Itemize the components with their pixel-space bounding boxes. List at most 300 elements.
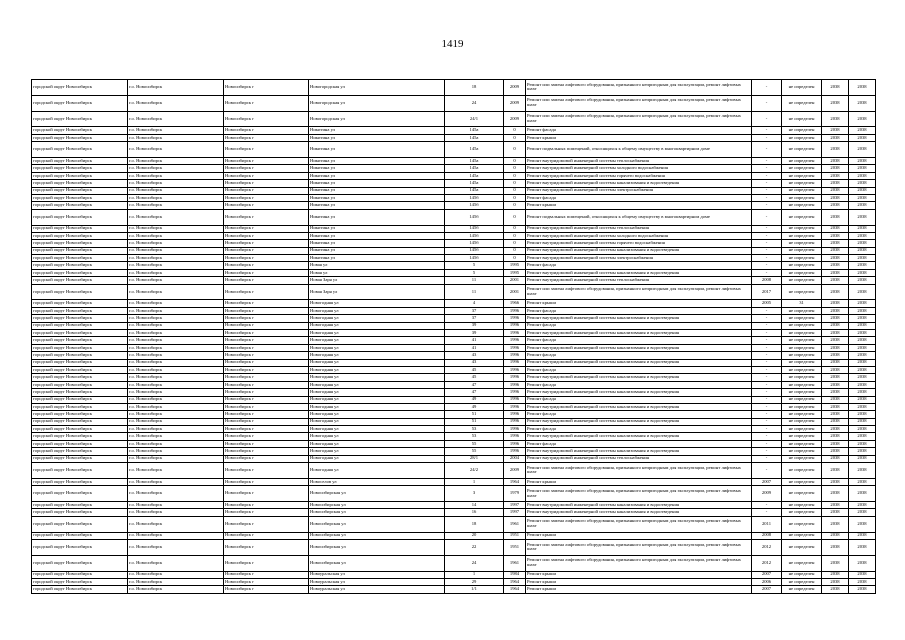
plan-start-cell: 2038	[822, 532, 849, 539]
street-cell: Новосибирская ул	[309, 516, 445, 532]
house-number-cell: 145б	[445, 225, 504, 232]
plan-start-cell: 2038	[822, 209, 849, 225]
build-year-cell: 1951	[504, 539, 526, 555]
plan-start-cell: 2038	[822, 578, 849, 585]
settlement-cell: г.о. Новосибирск	[128, 194, 224, 201]
street-cell: Никитина ул	[309, 232, 445, 239]
municipality-cell: городской округ Новосибирск	[32, 539, 128, 555]
status-cell: не определен	[782, 366, 822, 373]
municipality-cell: городской округ Новосибирск	[32, 202, 128, 209]
build-year-cell: 1951	[504, 532, 526, 539]
status-cell: не определен	[782, 209, 822, 225]
table-row	[32, 455, 876, 462]
status-cell: не определен	[782, 411, 822, 418]
municipality-cell: городской округ Новосибирск	[32, 269, 128, 276]
build-year-cell: 1996	[504, 403, 526, 410]
city-cell: Новосибирск г	[224, 277, 309, 284]
municipality-cell: городской округ Новосибирск	[32, 337, 128, 344]
status-cell: не определен	[782, 240, 822, 247]
settlement-cell: г.о. Новосибирск	[128, 337, 224, 344]
street-cell: Новогодняя ул	[309, 300, 445, 307]
work-type-cell: Ремонт внутридомовой инженерной системы канализования и водоотведения	[526, 448, 752, 455]
table-row	[32, 502, 876, 509]
city-cell: Новосибирск г	[224, 194, 309, 201]
city-cell: Новосибирск г	[224, 455, 309, 462]
street-cell: Новоуральская ул	[309, 586, 445, 593]
municipality-cell: городской округ Новосибирск	[32, 418, 128, 425]
plan-end-cell: 2038	[849, 366, 876, 373]
plan-start-cell: 2038	[822, 172, 849, 179]
status-cell: не определен	[782, 396, 822, 403]
settlement-cell: г.о. Новосибирск	[128, 516, 224, 532]
city-cell: Новосибирск г	[224, 142, 309, 158]
work-type-cell: Ремонт фасада	[526, 194, 752, 201]
house-number-cell: 145а	[445, 134, 504, 141]
house-number-cell: 11	[445, 277, 504, 284]
plan-end-cell: 2038	[849, 247, 876, 254]
last-repair-year-cell: -	[752, 142, 782, 158]
municipality-cell: городской округ Новосибирск	[32, 284, 128, 300]
city-cell: Новосибирск г	[224, 172, 309, 179]
house-number-cell: 45	[445, 366, 504, 373]
table-row	[32, 463, 876, 479]
municipality-cell: городской округ Новосибирск	[32, 111, 128, 127]
work-type-cell: Ремонт или замена лифтового оборудования, признанного непригодным для эксплуатации, ремонт лифтовых шахт	[526, 486, 752, 502]
plan-start-cell: 2038	[822, 269, 849, 276]
house-number-cell: 55	[445, 440, 504, 447]
house-number-cell: 24/1	[445, 111, 504, 127]
city-cell: Новосибирск г	[224, 80, 309, 96]
municipality-cell: городской округ Новосибирск	[32, 486, 128, 502]
street-cell: Новогодняя ул	[309, 352, 445, 359]
municipality-cell: городской округ Новосибирск	[32, 359, 128, 366]
city-cell: Новосибирск г	[224, 359, 309, 366]
settlement-cell: г.о. Новосибирск	[128, 307, 224, 314]
last-repair-year-cell: -	[752, 262, 782, 269]
build-year-cell: 1997	[504, 502, 526, 509]
work-type-cell: Ремонт фасада	[526, 440, 752, 447]
work-type-cell: Ремонт внутридомовой инженерной системы электроснабжения	[526, 187, 752, 194]
work-type-cell: Ремонт подвальных помещений, относящихся к общему имуществу в многоквартирном доме	[526, 142, 752, 158]
city-cell: Новосибирск г	[224, 111, 309, 127]
house-number-cell: 16	[445, 509, 504, 516]
work-type-cell: Ремонт внутридомовой инженерной системы канализования и водоотведения	[526, 344, 752, 351]
work-type-cell: Ремонт или замена лифтового оборудования, признанного непригодным для эксплуатации, ремонт лифтовых шахт	[526, 80, 752, 96]
build-year-cell: 0	[504, 202, 526, 209]
last-repair-year-cell: -	[752, 255, 782, 262]
municipality-cell: городской округ Новосибирск	[32, 165, 128, 172]
last-repair-year-cell: 2007	[752, 571, 782, 578]
plan-end-cell: 2038	[849, 418, 876, 425]
work-type-cell: Ремонт крыши	[526, 202, 752, 209]
status-cell: не определен	[782, 202, 822, 209]
build-year-cell: 0	[504, 172, 526, 179]
city-cell: Новосибирск г	[224, 240, 309, 247]
settlement-cell: г.о. Новосибирск	[128, 411, 224, 418]
plan-end-cell: 2038	[849, 455, 876, 462]
settlement-cell: г.о. Новосибирск	[128, 157, 224, 164]
house-number-cell: 1	[445, 478, 504, 485]
plan-end-cell: 2038	[849, 486, 876, 502]
settlement-cell: г.о. Новосибирск	[128, 315, 224, 322]
work-type-cell: Ремонт фасада	[526, 411, 752, 418]
plan-end-cell: 2038	[849, 202, 876, 209]
municipality-cell: городской округ Новосибирск	[32, 440, 128, 447]
build-year-cell: 1996	[504, 448, 526, 455]
build-year-cell: 1996	[504, 322, 526, 329]
work-type-cell: Ремонт или замена лифтового оборудования, признанного непригодным для эксплуатации, ремонт лифтовых шахт	[526, 95, 752, 111]
settlement-cell: г.о. Новосибирск	[128, 172, 224, 179]
municipality-cell: городской округ Новосибирск	[32, 187, 128, 194]
build-year-cell: 1996	[504, 396, 526, 403]
municipality-cell: городской округ Новосибирск	[32, 157, 128, 164]
plan-end-cell: 2038	[849, 396, 876, 403]
table-row	[32, 142, 876, 158]
status-cell: не определен	[782, 478, 822, 485]
house-number-cell: 18	[445, 80, 504, 96]
table-row	[32, 586, 876, 593]
table-row	[32, 95, 876, 111]
house-number-cell: 51	[445, 411, 504, 418]
plan-end-cell: 2038	[849, 352, 876, 359]
plan-start-cell: 2038	[822, 440, 849, 447]
plan-end-cell: 2038	[849, 269, 876, 276]
work-type-cell: Ремонт фасада	[526, 381, 752, 388]
settlement-cell: г.о. Новосибирск	[128, 418, 224, 425]
last-repair-year-cell: -	[752, 426, 782, 433]
build-year-cell: 1996	[504, 411, 526, 418]
plan-start-cell: 2038	[822, 555, 849, 571]
last-repair-year-cell: 2007	[752, 586, 782, 593]
street-cell: Никитина ул	[309, 209, 445, 225]
build-year-cell: 2009	[504, 463, 526, 479]
work-type-cell: Ремонт внутридомовой инженерной системы холодного водоснабжения	[526, 165, 752, 172]
street-cell: Новосибирская ул	[309, 502, 445, 509]
status-cell: не определен	[782, 486, 822, 502]
last-repair-year-cell: -	[752, 322, 782, 329]
municipality-cell: городской округ Новосибирск	[32, 134, 128, 141]
settlement-cell: г.о. Новосибирск	[128, 322, 224, 329]
street-cell: Новогодняя ул	[309, 403, 445, 410]
work-type-cell: Ремонт внутридомовой инженерной системы теплоснабжения	[526, 277, 752, 284]
house-number-cell: 145б	[445, 255, 504, 262]
work-type-cell: Ремонт внутридомовой инженерной системы канализования и водоотведения	[526, 418, 752, 425]
street-cell: Новогородская ул	[309, 95, 445, 111]
city-cell: Новосибирск г	[224, 157, 309, 164]
work-type-cell: Ремонт крыши	[526, 586, 752, 593]
status-cell: не определен	[782, 142, 822, 158]
settlement-cell: г.о. Новосибирск	[128, 209, 224, 225]
build-year-cell: 1996	[504, 359, 526, 366]
build-year-cell: 0	[504, 157, 526, 164]
last-repair-year-cell: -	[752, 187, 782, 194]
status-cell: не определен	[782, 255, 822, 262]
city-cell: Новосибирск г	[224, 403, 309, 410]
plan-end-cell: 2038	[849, 255, 876, 262]
house-number-cell: 18	[445, 516, 504, 532]
last-repair-year-cell: -	[752, 509, 782, 516]
street-cell: Новая ул	[309, 262, 445, 269]
work-type-cell: Ремонт или замена лифтового оборудования, признанного непригодным для эксплуатации, ремонт лифтовых шахт	[526, 555, 752, 571]
settlement-cell: г.о. Новосибирск	[128, 366, 224, 373]
house-number-cell: 41	[445, 344, 504, 351]
build-year-cell: 1964	[504, 478, 526, 485]
plan-end-cell: 2038	[849, 440, 876, 447]
plan-start-cell: 2038	[822, 315, 849, 322]
build-year-cell: 1996	[504, 374, 526, 381]
settlement-cell: г.о. Новосибирск	[128, 578, 224, 585]
plan-end-cell: 2038	[849, 157, 876, 164]
work-type-cell: Ремонт или замена лифтового оборудования, признанного непригодным для эксплуатации, ремонт лифтовых шахт	[526, 516, 752, 532]
settlement-cell: г.о. Новосибирск	[128, 134, 224, 141]
house-number-cell: 49	[445, 396, 504, 403]
plan-end-cell: 2038	[849, 329, 876, 336]
house-number-cell: 145б	[445, 240, 504, 247]
build-year-cell: 0	[504, 255, 526, 262]
street-cell: Никитина ул	[309, 194, 445, 201]
municipality-cell: городской округ Новосибирск	[32, 426, 128, 433]
status-cell: не определен	[782, 111, 822, 127]
plan-start-cell: 2038	[822, 165, 849, 172]
plan-end-cell: 2038	[849, 315, 876, 322]
last-repair-year-cell: 2008	[752, 277, 782, 284]
city-cell: Новосибирск г	[224, 532, 309, 539]
municipality-cell: городской округ Новосибирск	[32, 381, 128, 388]
city-cell: Новосибирск г	[224, 411, 309, 418]
plan-end-cell: 2038	[849, 433, 876, 440]
settlement-cell: г.о. Новосибирск	[128, 426, 224, 433]
settlement-cell: г.о. Новосибирск	[128, 440, 224, 447]
work-type-cell: Ремонт крыши	[526, 578, 752, 585]
municipality-cell: городской округ Новосибирск	[32, 80, 128, 96]
house-number-cell: 39	[445, 322, 504, 329]
city-cell: Новосибирск г	[224, 509, 309, 516]
status-cell: не определен	[782, 532, 822, 539]
plan-start-cell: 2038	[822, 80, 849, 96]
settlement-cell: г.о. Новосибирск	[128, 225, 224, 232]
house-number-cell: 39	[445, 329, 504, 336]
build-year-cell: 1964	[504, 578, 526, 585]
work-type-cell: Ремонт фасада	[526, 127, 752, 134]
municipality-cell: городской округ Новосибирск	[32, 366, 128, 373]
last-repair-year-cell: -	[752, 315, 782, 322]
status-cell: не определен	[782, 337, 822, 344]
plan-end-cell: 2038	[849, 165, 876, 172]
last-repair-year-cell: -	[752, 269, 782, 276]
settlement-cell: г.о. Новосибирск	[128, 555, 224, 571]
last-repair-year-cell: -	[752, 134, 782, 141]
house-number-cell: 22	[445, 539, 504, 555]
plan-end-cell: 2038	[849, 307, 876, 314]
street-cell: Никитина ул	[309, 255, 445, 262]
settlement-cell: г.о. Новосибирск	[128, 344, 224, 351]
city-cell: Новосибирск г	[224, 486, 309, 502]
plan-end-cell: 2038	[849, 426, 876, 433]
municipality-cell: городской округ Новосибирск	[32, 433, 128, 440]
work-type-cell: Ремонт внутридомовой инженерной системы канализования и водоотведения	[526, 329, 752, 336]
street-cell: Новая Заря ул	[309, 277, 445, 284]
build-year-cell: 2009	[504, 80, 526, 96]
street-cell: Новогодняя ул	[309, 463, 445, 479]
table-row	[32, 240, 876, 247]
settlement-cell: г.о. Новосибирск	[128, 403, 224, 410]
work-type-cell: Ремонт внутридомовой инженерной системы горячего водоснабжения	[526, 240, 752, 247]
settlement-cell: г.о. Новосибирск	[128, 277, 224, 284]
status-cell: не определен	[782, 194, 822, 201]
plan-end-cell: 2038	[849, 555, 876, 571]
street-cell: Новогодняя ул	[309, 426, 445, 433]
work-type-cell: Ремонт внутридомовой инженерной системы канализования и водоотведения	[526, 374, 752, 381]
plan-start-cell: 2038	[822, 284, 849, 300]
last-repair-year-cell: -	[752, 80, 782, 96]
table-row	[32, 478, 876, 485]
street-cell: Никитина ул	[309, 172, 445, 179]
plan-start-cell: 2038	[822, 95, 849, 111]
last-repair-year-cell: -	[752, 232, 782, 239]
status-cell: не определен	[782, 502, 822, 509]
table-row	[32, 315, 876, 322]
house-number-cell: 145б	[445, 232, 504, 239]
city-cell: Новосибирск г	[224, 555, 309, 571]
house-number-cell: 53	[445, 426, 504, 433]
last-repair-year-cell: -	[752, 352, 782, 359]
status-cell: не определен	[782, 381, 822, 388]
table-row	[32, 80, 876, 96]
status-cell: не определен	[782, 329, 822, 336]
city-cell: Новосибирск г	[224, 269, 309, 276]
plan-end-cell: 2038	[849, 172, 876, 179]
settlement-cell: г.о. Новосибирск	[128, 463, 224, 479]
table-row	[32, 509, 876, 516]
house-number-cell: 53	[445, 433, 504, 440]
last-repair-year-cell: 2008	[752, 532, 782, 539]
street-cell: Новогородская ул	[309, 111, 445, 127]
plan-end-cell: 2038	[849, 374, 876, 381]
plan-start-cell: 2038	[822, 463, 849, 479]
municipality-cell: городской округ Новосибирск	[32, 322, 128, 329]
status-cell: не определен	[782, 433, 822, 440]
work-type-cell: Ремонт фасада	[526, 396, 752, 403]
street-cell: Новая Заря ул	[309, 284, 445, 300]
status-cell: не определен	[782, 578, 822, 585]
house-number-cell: 145а	[445, 187, 504, 194]
house-number-cell: 55	[445, 448, 504, 455]
work-type-cell: Ремонт фасада	[526, 426, 752, 433]
build-year-cell: 0	[504, 225, 526, 232]
city-cell: Новосибирск г	[224, 187, 309, 194]
last-repair-year-cell: -	[752, 359, 782, 366]
street-cell: Никитина ул	[309, 157, 445, 164]
status-cell: не определен	[782, 80, 822, 96]
plan-start-cell: 2038	[822, 232, 849, 239]
street-cell: Новосибирская ул	[309, 486, 445, 502]
municipality-cell: городской округ Новосибирск	[32, 127, 128, 134]
plan-end-cell: 2038	[849, 277, 876, 284]
last-repair-year-cell: -	[752, 172, 782, 179]
table-row	[32, 329, 876, 336]
table-row	[32, 225, 876, 232]
plan-end-cell: 2038	[849, 539, 876, 555]
city-cell: Новосибирск г	[224, 225, 309, 232]
repair-schedule-table	[31, 79, 876, 594]
table-row	[32, 381, 876, 388]
settlement-cell: г.о. Новосибирск	[128, 255, 224, 262]
plan-end-cell: 2038	[849, 95, 876, 111]
build-year-cell: 1996	[504, 352, 526, 359]
table-row	[32, 194, 876, 201]
house-number-cell: 145а	[445, 157, 504, 164]
street-cell: Никитина ул	[309, 165, 445, 172]
plan-end-cell: 2038	[849, 300, 876, 307]
settlement-cell: г.о. Новосибирск	[128, 95, 224, 111]
table-row	[32, 433, 876, 440]
city-cell: Новосибирск г	[224, 448, 309, 455]
build-year-cell: 1996	[504, 337, 526, 344]
status-cell: не определен	[782, 403, 822, 410]
municipality-cell: городской округ Новосибирск	[32, 352, 128, 359]
build-year-cell: 2004	[504, 455, 526, 462]
plan-end-cell: 2038	[849, 209, 876, 225]
status-cell: не определен	[782, 95, 822, 111]
street-cell: Новогодняя ул	[309, 322, 445, 329]
house-number-cell: 145а	[445, 172, 504, 179]
plan-start-cell: 2038	[822, 157, 849, 164]
table-row	[32, 418, 876, 425]
plan-start-cell: 2038	[822, 111, 849, 127]
municipality-cell: городской округ Новосибирск	[32, 232, 128, 239]
house-number-cell: 4	[445, 300, 504, 307]
settlement-cell: г.о. Новосибирск	[128, 329, 224, 336]
municipality-cell: городской округ Новосибирск	[32, 389, 128, 396]
city-cell: Новосибирск г	[224, 374, 309, 381]
table-row	[32, 403, 876, 410]
settlement-cell: г.о. Новосибирск	[128, 389, 224, 396]
build-year-cell: 1996	[504, 440, 526, 447]
plan-start-cell: 2038	[822, 381, 849, 388]
municipality-cell: городской округ Новосибирск	[32, 329, 128, 336]
build-year-cell: 0	[504, 209, 526, 225]
status-cell: не определен	[782, 172, 822, 179]
work-type-cell: Ремонт внутридомовой инженерной системы канализования и водоотведения	[526, 403, 752, 410]
house-number-cell: 45	[445, 374, 504, 381]
plan-start-cell: 2038	[822, 240, 849, 247]
table-row	[32, 344, 876, 351]
plan-start-cell: 2038	[822, 307, 849, 314]
house-number-cell: 145а	[445, 180, 504, 187]
work-type-cell: Ремонт внутридомовой инженерной системы канализования и водоотведения	[526, 269, 752, 276]
work-type-cell: Ремонт внутридомовой инженерной системы теплоснабжения	[526, 225, 752, 232]
last-repair-year-cell: -	[752, 329, 782, 336]
table-row	[32, 111, 876, 127]
build-year-cell: 1961	[504, 516, 526, 532]
plan-start-cell: 2038	[822, 448, 849, 455]
plan-start-cell: 2038	[822, 329, 849, 336]
plan-end-cell: 2038	[849, 134, 876, 141]
municipality-cell: городской округ Новосибирск	[32, 396, 128, 403]
last-repair-year-cell: 2011	[752, 516, 782, 532]
street-cell: Новогодняя ул	[309, 374, 445, 381]
plan-start-cell: 2038	[822, 539, 849, 555]
work-type-cell: Ремонт подвальных помещений, относящихся к общему имуществу в многоквартирном доме	[526, 209, 752, 225]
house-number-cell: 24	[445, 555, 504, 571]
city-cell: Новосибирск г	[224, 571, 309, 578]
house-number-cell: 37	[445, 307, 504, 314]
plan-end-cell: 2038	[849, 411, 876, 418]
house-number-cell: 20	[445, 532, 504, 539]
settlement-cell: г.о. Новосибирск	[128, 539, 224, 555]
last-repair-year-cell: -	[752, 247, 782, 254]
street-cell: Новоселов ул	[309, 478, 445, 485]
